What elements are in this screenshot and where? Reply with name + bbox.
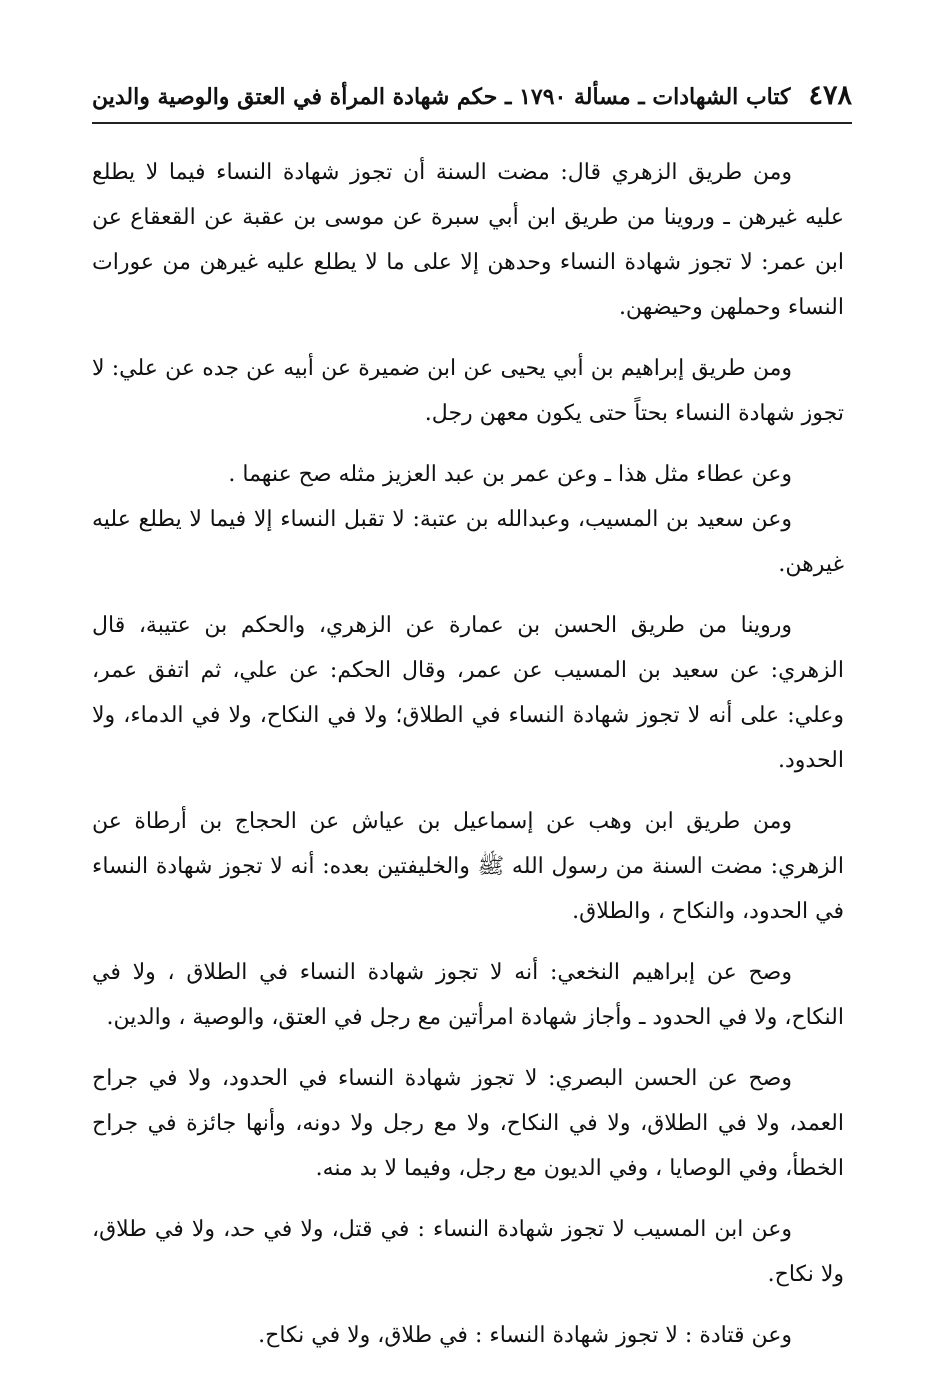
page-number: ٤٧٨	[808, 80, 852, 111]
paragraph: وصح عن الحسن البصري: لا تجوز شهادة النساء في الحدود، ولا في جراح العمد، ولا في الطلاق، ولا في النكاح، ولا مع رجل ولا دونه، وأنها جائزة في جراح الخطأ، وفي الوصايا ، وفي الديون مع رجل، وفيما لا بد منه.	[92, 1066, 844, 1181]
paragraph: وعن عطاء مثل هذا ـ وعن عمر بن عبد العزيز مثله صح عنهما .	[228, 462, 792, 487]
page-header	[92, 78, 852, 124]
paragraph: ومن طريق إبراهيم بن أبي يحيى عن ابن ضميرة عن أبيه عن جده عن علي: لا تجوز شهادة النساء بحتاً حتى يكون معهن رجل.	[92, 356, 844, 426]
paragraph: ومن طريق الزهري قال: مضت السنة أن تجوز شهادة النساء فيما لا يطلع عليه غيرهن ـ وروينا من طريق ابن أبي سبرة عن موسى بن عقبة عن القعقاع عن ابن عمر: لا تجوز شهادة النساء وحدهن إلا على ما لا يطلع عليه غيرهن من عورات النساء وحملهن وحيضهن.	[92, 160, 844, 320]
paragraph: ومن طريق ابن وهب عن إسماعيل بن عياش عن الحجاج بن أرطاة عن الزهري: مضت السنة من رسول الله ﷺ والخليفتين بعده: أنه لا تجوز شهادة النساء في الحدود، والنكاح ، والطلاق.	[92, 809, 844, 924]
main-text	[92, 150, 844, 1374]
paragraph: وعن سعيد بن المسيب، وعبدالله بن عتبة: لا تقبل النساء إلا فيما لا يطلع عليه غيرهن.	[92, 507, 844, 577]
paragraph: وعن ابن المسيب لا تجوز شهادة النساء : في قتل، ولا في حد، ولا في طلاق، ولا نكاح.	[92, 1217, 844, 1287]
paragraph: وروينا من طريق الحسن بن عمارة عن الزهري، والحكم بن عتيبة، قال الزهري: عن سعيد بن المسيب عن عمر، وقال الحكم: عن علي، ثم اتفق عمر، وعلي: على أنه لا تجوز شهادة النساء في الطلاق؛ ولا في النكاح، ولا في الدماء، ولا الحدود.	[92, 613, 845, 773]
running-title: كتاب الشهادات ـ مسألة ١٧٩٠ ـ حكم شهادة المرأة في العتق والوصية والدين	[92, 84, 791, 110]
paragraph: وصح عن إبراهيم النخعي: أنه لا تجوز شهادة النساء في الطلاق ، ولا في النكاح، ولا في الحدود ـ وأجاز شهادة امرأتين مع رجل في العتق، والوصية ، والدين.	[92, 960, 844, 1030]
paragraph: وعن قتادة : لا تجوز شهادة النساء : في طلاق، ولا في نكاح.	[258, 1323, 792, 1348]
